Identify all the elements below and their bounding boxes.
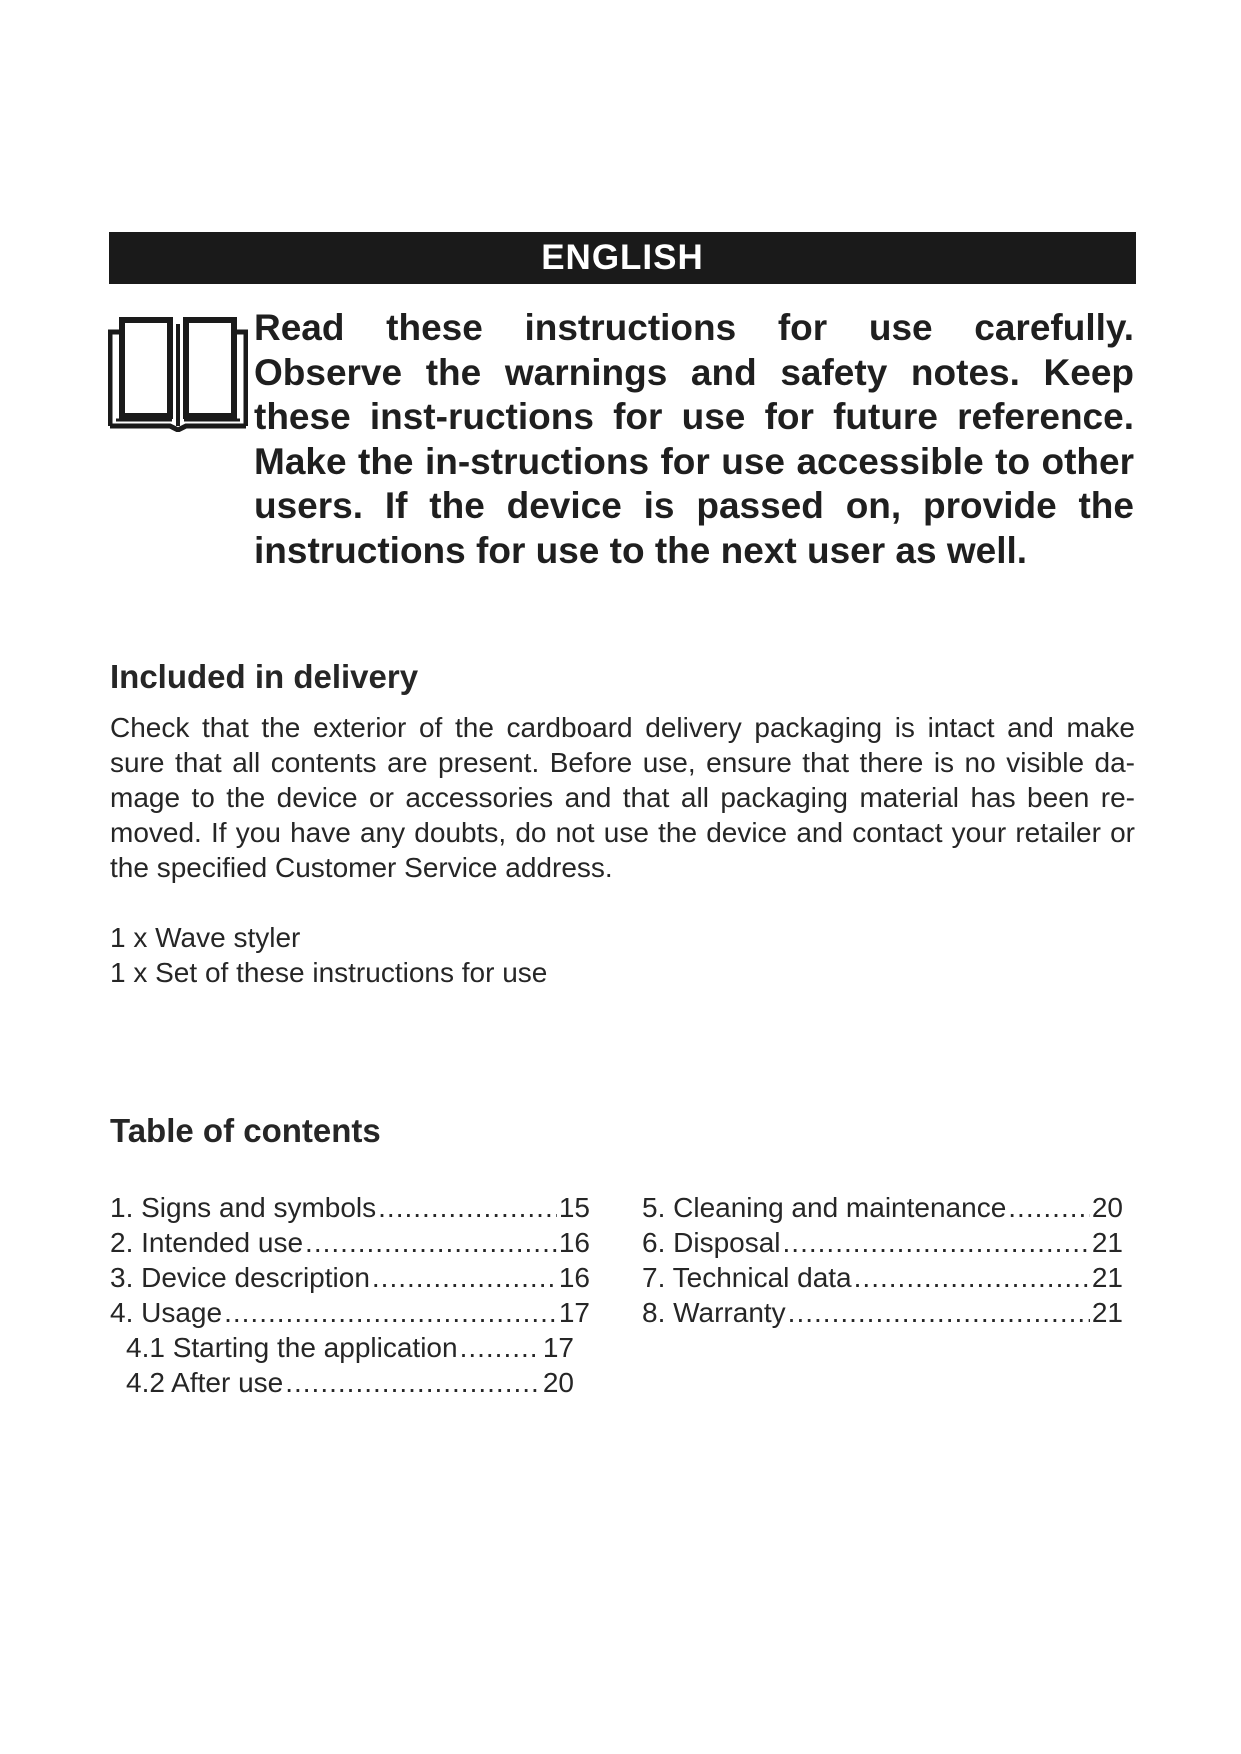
toc-leader-dots xyxy=(372,1260,557,1295)
toc-heading: Table of contents xyxy=(110,1112,381,1149)
toc-entry-title: 8. Warranty xyxy=(642,1297,786,1328)
toc-entry[interactable] xyxy=(110,1295,590,1330)
toc-leader-dots xyxy=(788,1295,1090,1330)
toc-entry-page: 21 xyxy=(1091,1227,1123,1258)
toc-entry[interactable] xyxy=(110,1260,590,1295)
toc-entry[interactable] xyxy=(642,1225,1123,1260)
toc-entry-page: 21 xyxy=(1091,1297,1123,1328)
toc-entry-title: 4.2 After use xyxy=(126,1367,284,1398)
toc-subentry[interactable] xyxy=(110,1365,574,1400)
toc-entry-title: 1. Signs and symbols xyxy=(110,1192,377,1223)
toc-entry-title: 3. Device description xyxy=(110,1262,370,1293)
toc-entry-title: 7. Technical data xyxy=(642,1262,852,1293)
toc-leader-dots xyxy=(460,1330,541,1365)
book-icon xyxy=(108,312,248,432)
delivery-items xyxy=(110,920,547,990)
delivery-heading: Included in delivery xyxy=(110,658,419,695)
toc-entry-page: 20 xyxy=(1091,1192,1123,1223)
toc-entry-page: 21 xyxy=(1091,1262,1123,1293)
toc-column-right xyxy=(642,1190,1123,1330)
toc-entry[interactable] xyxy=(642,1295,1123,1330)
delivery-paragraph: Check that the exterior of the cardboard delivery packaging is intact and make sure that all contents are present. Before use, ensure that there is no visible da-mage to the device or accessories and that all packaging material has been re-moved. If you have any doubts, do not use the device and contact your retailer or the specified Customer Service address. xyxy=(110,712,1135,883)
toc-entry-page: 17 xyxy=(542,1332,574,1363)
toc-entry-title: 4.1 Starting the application xyxy=(126,1332,458,1363)
toc-entry-page: 20 xyxy=(542,1367,574,1398)
toc-leader-dots xyxy=(783,1225,1090,1260)
toc-entry[interactable] xyxy=(110,1190,590,1225)
delivery-item: 1 x Wave styler xyxy=(110,922,301,953)
toc-entry-page: 15 xyxy=(558,1192,590,1223)
toc-leader-dots xyxy=(1008,1190,1090,1225)
language-banner xyxy=(109,232,1136,284)
toc-entry-title: 4. Usage xyxy=(110,1297,223,1328)
toc-entry-page: 17 xyxy=(558,1297,590,1328)
toc-subentry[interactable] xyxy=(110,1330,574,1365)
toc-entry-title: 2. Intended use xyxy=(110,1227,304,1258)
toc-entry-title: 6. Disposal xyxy=(642,1227,781,1258)
language-label: ENGLISH xyxy=(541,238,704,277)
toc-entry[interactable] xyxy=(642,1190,1123,1225)
toc-entry[interactable] xyxy=(642,1260,1123,1295)
toc-entry-title: 5. Cleaning and maintenance xyxy=(642,1192,1007,1223)
toc-column-left xyxy=(110,1190,590,1400)
intro-warning-text: Read these instructions for use carefully. Observe the warnings and safety notes. Keep these inst-ructions for use for future reference. Make the in-structions for use accessible to other users. If the device is passed on, provide the instructions for use to the next user as well. xyxy=(254,307,1134,571)
toc-entry-page: 16 xyxy=(558,1262,590,1293)
toc-leader-dots xyxy=(305,1225,557,1260)
toc-leader-dots xyxy=(224,1295,557,1330)
toc-entry[interactable] xyxy=(110,1225,590,1260)
toc-leader-dots xyxy=(285,1365,541,1400)
delivery-item: 1 x Set of these instructions for use xyxy=(110,957,548,988)
toc-leader-dots xyxy=(854,1260,1090,1295)
toc-entry-page: 16 xyxy=(558,1227,590,1258)
toc-leader-dots xyxy=(378,1190,557,1225)
